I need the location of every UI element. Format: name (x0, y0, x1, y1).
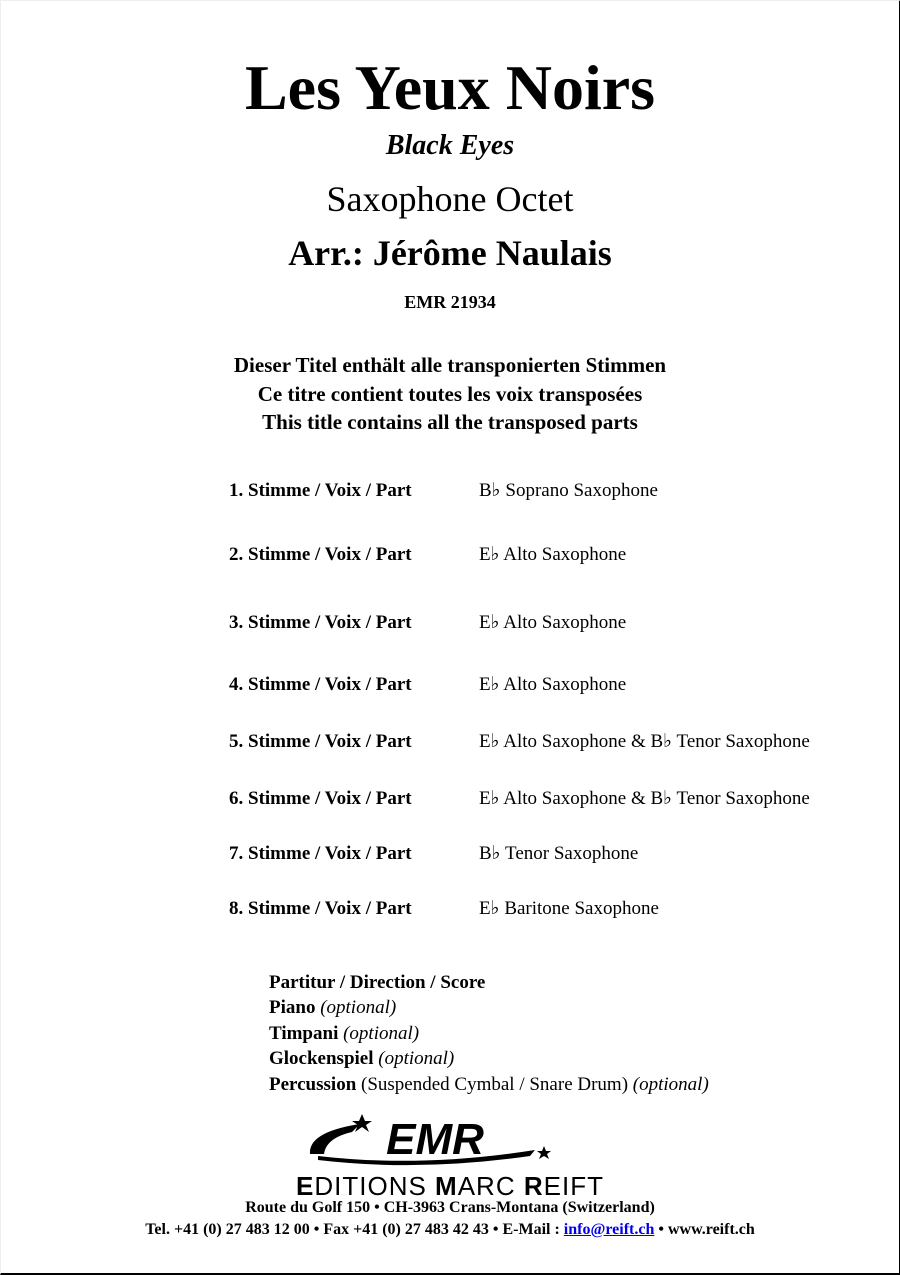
piano-line (269, 995, 709, 1020)
part-instrument: E♭ Alto Saxophone (479, 612, 627, 633)
part-label: 8. Stimme / Voix / Part (229, 898, 412, 919)
part-instrument: E♭ Alto Saxophone & B♭ Tenor Saxophone (479, 731, 810, 752)
timpani-label: Timpani (269, 1022, 339, 1044)
percussion-optional: (optional) (632, 1073, 709, 1095)
part-instrument: E♭ Alto Saxophone (479, 544, 627, 565)
arranger: Arr.: Jérôme Naulais (288, 233, 612, 273)
part-label: 6. Stimme / Voix / Part (229, 788, 412, 809)
star-icon (352, 1114, 372, 1132)
logo-text: EMR (386, 1115, 484, 1164)
glockenspiel-optional: (optional) (378, 1048, 455, 1070)
part-label: 7. Stimme / Voix / Part (229, 843, 412, 864)
piano-optional: (optional) (320, 997, 397, 1019)
part-label: 3. Stimme / Voix / Part (229, 612, 412, 633)
part-instrument: E♭ Baritone Saxophone (479, 898, 659, 919)
piece-title: Les Yeux Noirs (244, 52, 656, 123)
percussion-line (269, 1072, 709, 1097)
star-icon (537, 1146, 551, 1159)
brand-part: EIFT (543, 1171, 604, 1201)
part-label: 2. Stimme / Voix / Part (229, 544, 412, 565)
glockenspiel-label: Glockenspiel (269, 1048, 374, 1070)
part-instrument: B♭ Tenor Saxophone (479, 843, 639, 864)
notice-german: Dieser Titel enthält alle transponierten Stimmen (233, 353, 667, 377)
percussion-detail: (Suspended Cymbal / Snare Drum) (361, 1073, 629, 1095)
part-instrument: B♭ Soprano Saxophone (479, 480, 658, 501)
extra-parts (269, 970, 709, 1097)
contact-phone-fax: Tel. +41 (0) 27 483 12 00 • Fax +41 (0) 27 483 42 43 • E-Mail : (145, 1221, 560, 1238)
piano-label: Piano (269, 997, 316, 1019)
ensemble: Saxophone Octet (326, 179, 574, 219)
brand-part: DITIONS (314, 1171, 436, 1201)
score-label: Partitur / Direction / Score (269, 972, 486, 993)
timpani-optional: (optional) (343, 1022, 420, 1044)
brand-initial-e: E (296, 1171, 315, 1201)
part-label: 5. Stimme / Voix / Part (229, 731, 412, 752)
part-label: 4. Stimme / Voix / Part (229, 674, 412, 695)
notice-french: Ce titre contient toutes les voix transposées (257, 382, 643, 406)
percussion-label: Percussion (269, 1073, 357, 1095)
piece-subtitle: Black Eyes (385, 130, 515, 161)
publisher-contact (0, 1219, 900, 1241)
score-line (269, 970, 709, 995)
part-instrument: E♭ Alto Saxophone & B♭ Tenor Saxophone (479, 788, 810, 809)
contact-website: • www.reift.ch (658, 1221, 755, 1238)
part-instrument: E♭ Alto Saxophone (479, 674, 627, 695)
brand-part: ARC (457, 1171, 524, 1201)
emr-logo (300, 1110, 560, 1170)
publisher-address: Route du Golf 150 • CH-3963 Crans-Montana (Switzerland) (245, 1199, 655, 1216)
email-link[interactable]: info@reift.ch (563, 1221, 655, 1238)
publisher-name (0, 1172, 900, 1200)
logo-swoosh (310, 1124, 360, 1154)
timpani-line (269, 1021, 709, 1046)
part-label: 1. Stimme / Voix / Part (229, 480, 412, 501)
brand-initial-r: R (523, 1171, 544, 1201)
glockenspiel-line (269, 1046, 709, 1071)
brand-initial-m: M (435, 1171, 458, 1201)
catalog-number: EMR 21934 (404, 292, 496, 312)
notice-english: This title contains all the transposed parts (262, 410, 638, 434)
